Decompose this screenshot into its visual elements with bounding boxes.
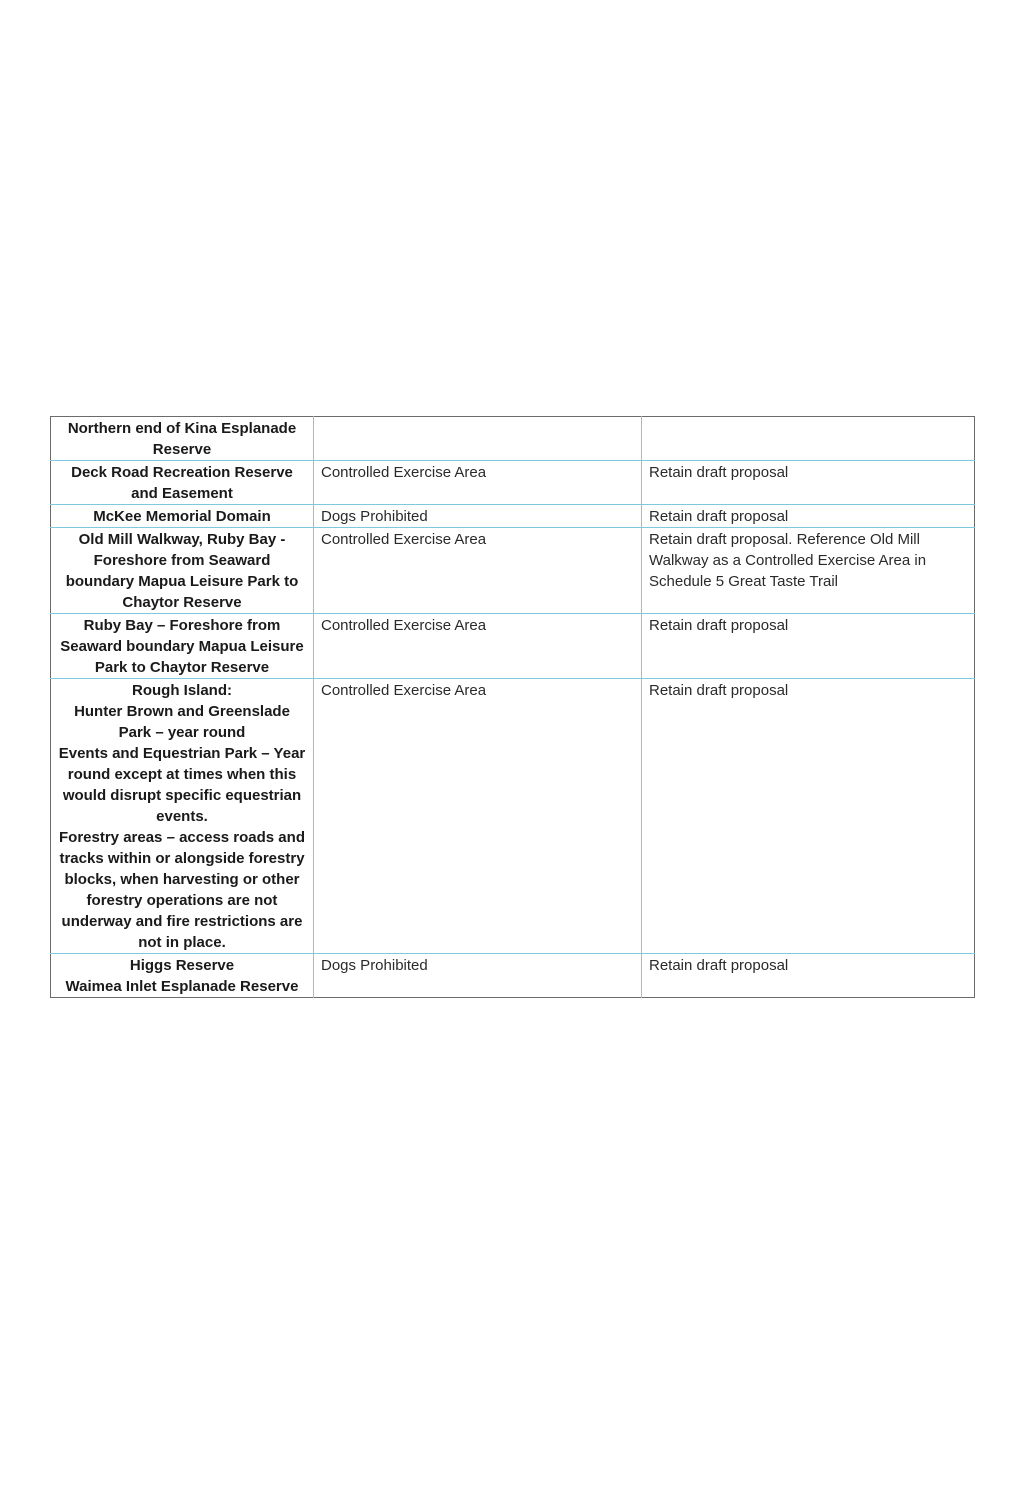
response-cell: Retain draft proposal xyxy=(642,614,975,679)
table-row xyxy=(51,417,975,461)
response-cell: Retain draft proposal. Reference Old Mill Walkway as a Controlled Exercise Area in Schedule 5 Great Taste Trail xyxy=(642,528,975,614)
location-cell xyxy=(51,679,314,954)
table-row xyxy=(51,505,975,528)
table-row xyxy=(51,614,975,679)
response-cell: Retain draft proposal xyxy=(642,505,975,528)
location-cell xyxy=(51,528,314,614)
response-cell xyxy=(642,417,975,461)
response-cell: Retain draft proposal xyxy=(642,461,975,505)
location-cell xyxy=(51,954,314,998)
location-line: Waimea Inlet Esplanade Reserve xyxy=(65,978,299,995)
location-line: McKee Memorial Domain xyxy=(93,508,271,525)
location-line: Deck Road Recreation Reserve and Easement xyxy=(71,464,293,502)
status-cell: Controlled Exercise Area xyxy=(314,528,642,614)
table-row xyxy=(51,679,975,954)
table-row xyxy=(51,461,975,505)
location-line: Old Mill Walkway, Ruby Bay - Foreshore from Seaward boundary Mapua Leisure Park to Chaytor Reserve xyxy=(65,531,299,611)
status-cell: Controlled Exercise Area xyxy=(314,614,642,679)
status-cell: Dogs Prohibited xyxy=(314,505,642,528)
status-cell xyxy=(314,417,642,461)
location-line: Northern end of Kina Esplanade Reserve xyxy=(67,420,297,458)
location-line: Rough Island: xyxy=(132,682,232,699)
response-cell: Retain draft proposal xyxy=(642,954,975,998)
location-cell xyxy=(51,614,314,679)
location-cell xyxy=(51,505,314,528)
location-line: Events and Equestrian Park – Year round except at times when this would disrupt specific equestrian events. xyxy=(58,745,306,825)
table-row xyxy=(51,954,975,998)
status-cell: Controlled Exercise Area xyxy=(314,461,642,505)
location-cell xyxy=(51,417,314,461)
dog-control-table xyxy=(50,416,975,998)
location-cell xyxy=(51,461,314,505)
status-cell: Dogs Prohibited xyxy=(314,954,642,998)
location-line: Ruby Bay – Foreshore from Seaward boundary Mapua Leisure Park to Chaytor Reserve xyxy=(60,617,304,676)
table-row xyxy=(51,528,975,614)
response-cell: Retain draft proposal xyxy=(642,679,975,954)
status-cell: Controlled Exercise Area xyxy=(314,679,642,954)
location-line: Forestry areas – access roads and tracks within or alongside forestry blocks, when harvesting or other forestry operations are not underway and fire restrictions are not in place. xyxy=(59,829,305,951)
location-line: Hunter Brown and Greenslade Park – year round xyxy=(74,703,290,741)
location-line: Higgs Reserve xyxy=(129,957,235,974)
